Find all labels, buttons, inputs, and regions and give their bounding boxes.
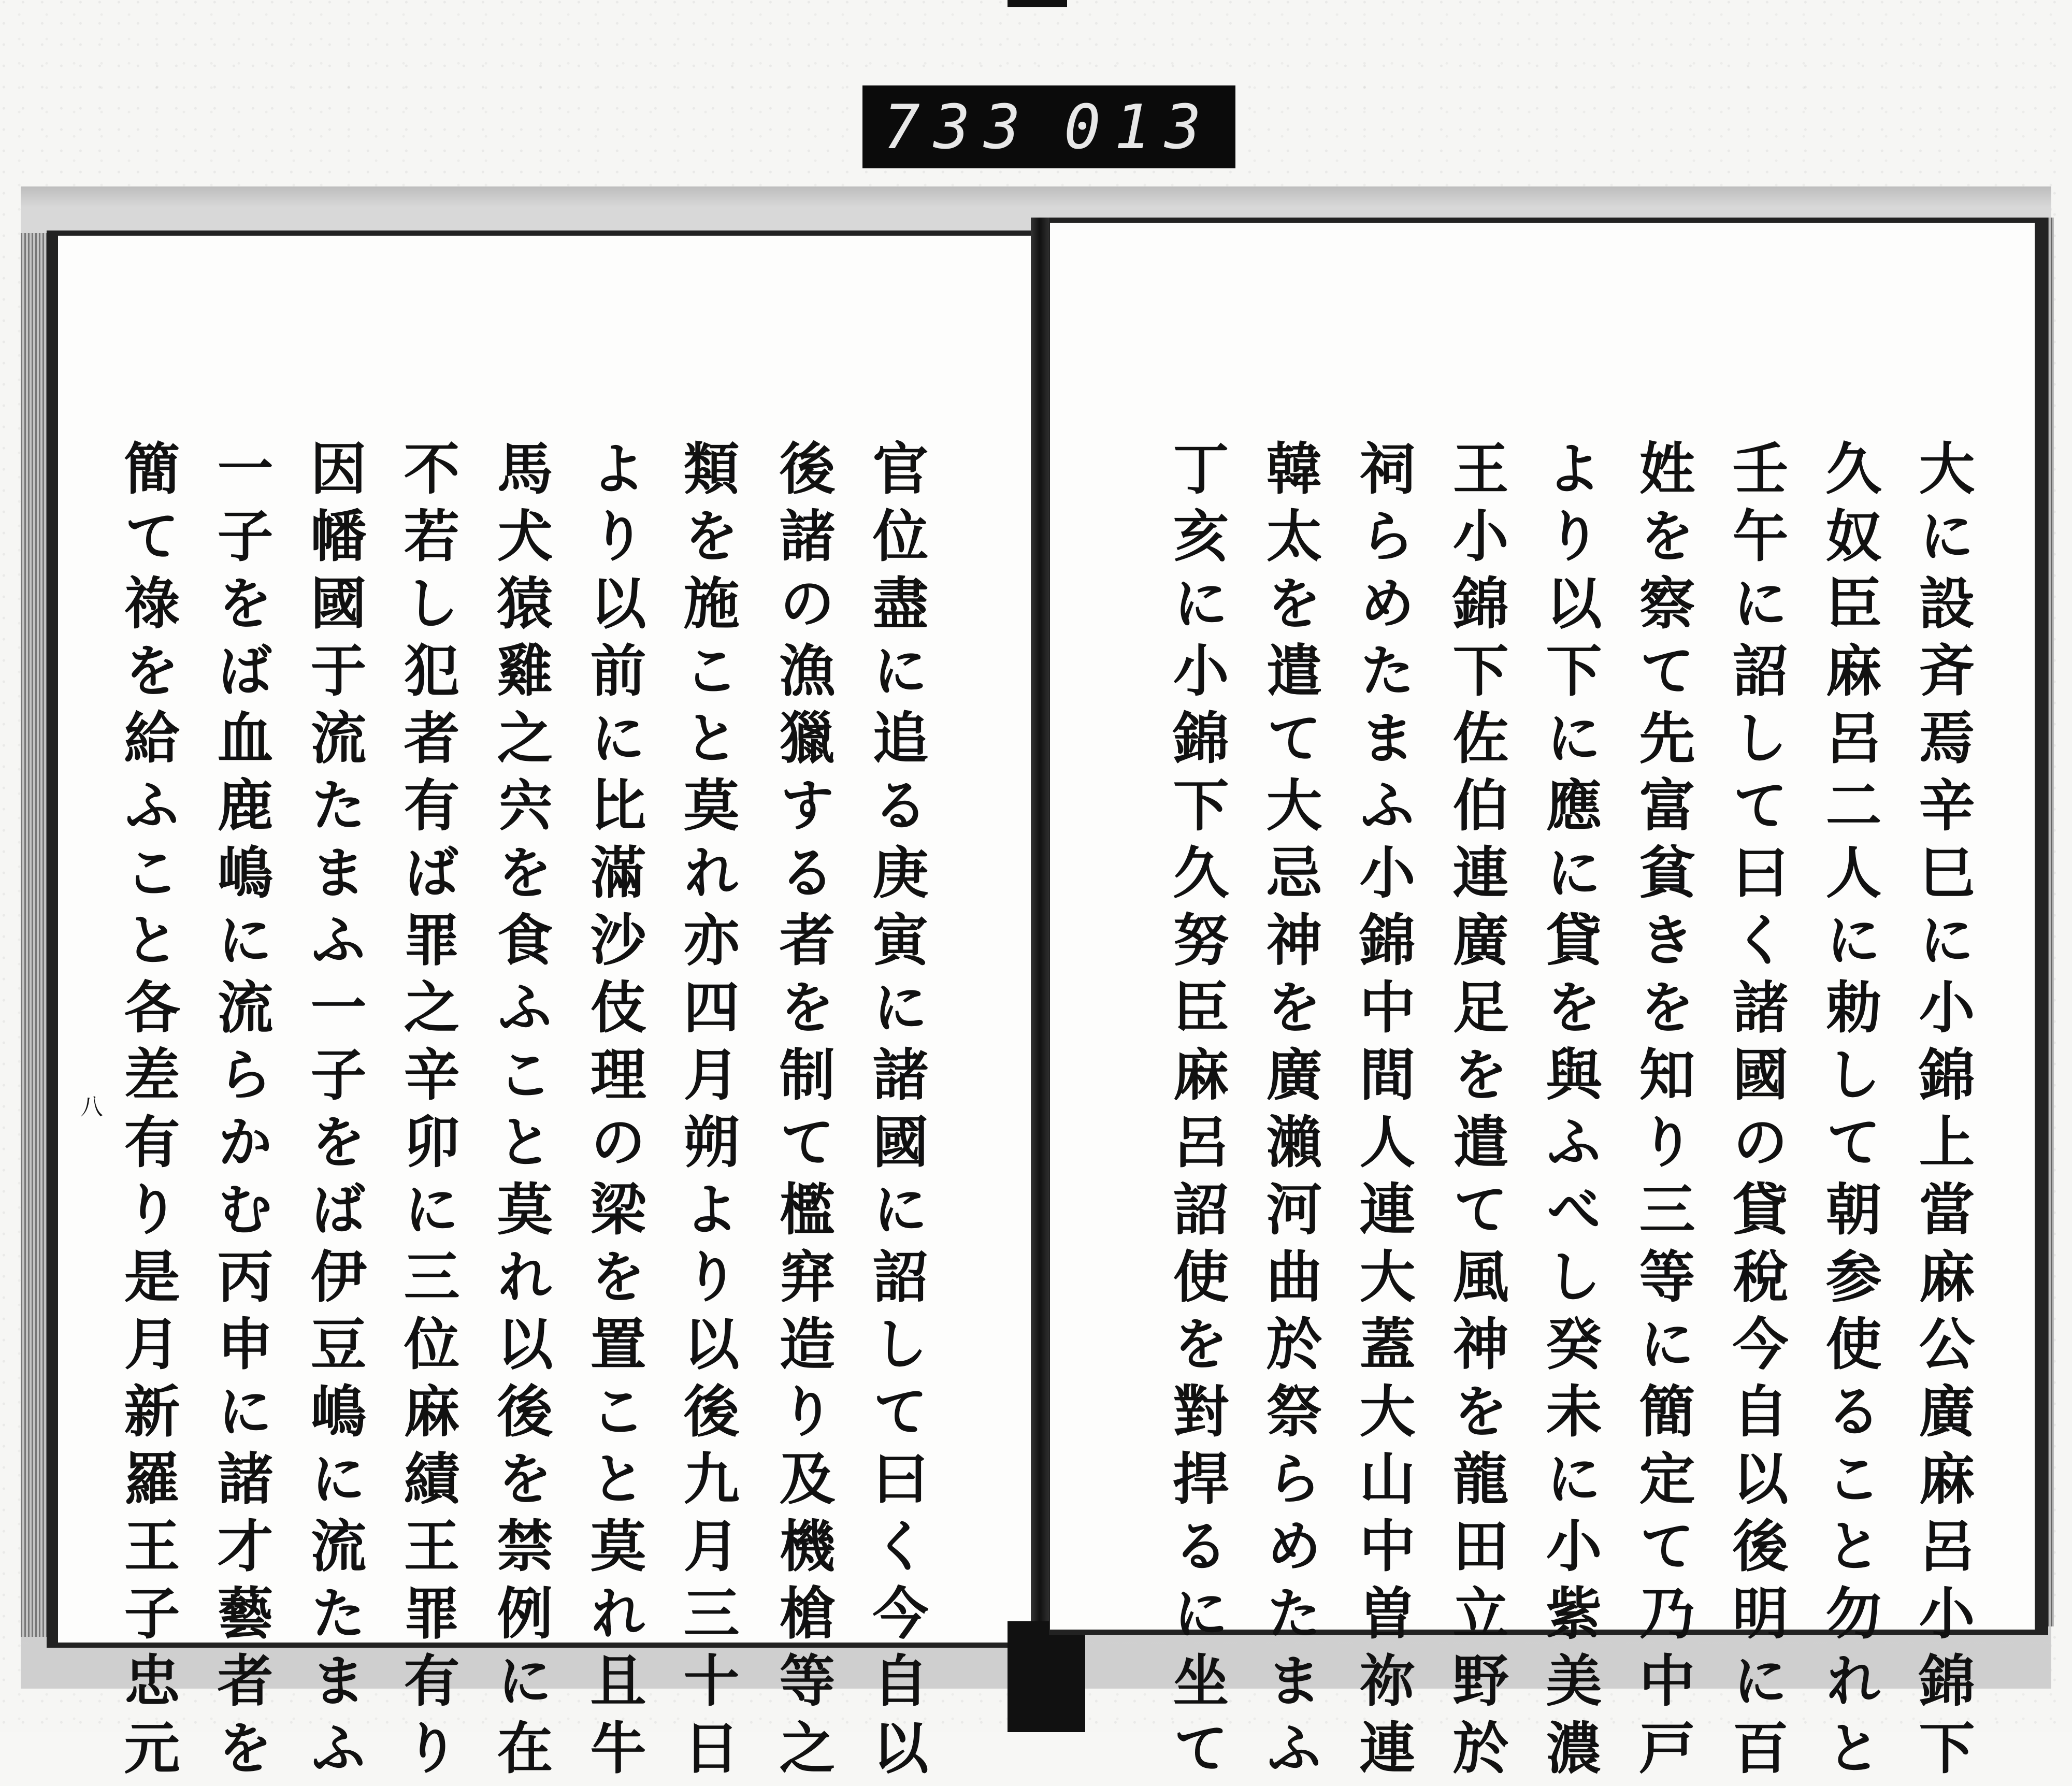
right-col-9: 丁亥に小錦下久努臣麻呂詔使を對捍るに坐て — [1163, 439, 1229, 1786]
left-col-6: 不若し犯者有ば罪之辛卯に三位麻績王罪有り — [394, 439, 459, 1786]
left-col-8: 一子をば血鹿嶋に流らかむ丙申に諸才藝者を — [208, 439, 273, 1786]
film-label-reel: 733 — [883, 91, 1034, 163]
gutter-shadow — [1008, 1621, 1085, 1732]
left-col-7: 因幡國于流たまふ一子をば伊豆嶋に流たまふ — [301, 439, 366, 1786]
right-col-2: 久奴臣麻呂二人に勅して朝参使ること勿れと — [1816, 439, 1881, 1786]
left-page — [47, 231, 1044, 1786]
left-col-2: 後諸の漁獵する者を制て檻穽造り及機槍等之 — [770, 439, 835, 1786]
right-col-4: 姓を察て先富貧きを知り三等に簡定て乃中戸 — [1630, 439, 1695, 1786]
right-col-7: 祠らめたまふ小錦中間人連大蓋大山中曽祢連 — [1350, 439, 1415, 1786]
book-gutter — [1031, 218, 1051, 1639]
left-col-3: 類を施こと莫れ亦四月朔より以後九月三十日 — [674, 439, 739, 1786]
right-col-3: 壬午に詔して曰く諸國の貸稅今自以後明に百 — [1723, 439, 1788, 1786]
left-col-5: 馬犬猿雞之宍を食ふこと莫れ以後を禁例に在 — [487, 439, 553, 1786]
right-col-5: より以下に應に貸を與ふべし癸未に小紫美濃 — [1536, 439, 1602, 1786]
film-label — [862, 85, 1235, 168]
right-col-1: 大に設斉焉辛巳に小錦上當麻公廣麻呂小錦下 — [1909, 439, 1975, 1786]
right-col-6: 王小錦下佐伯連廣足を遣て風神を龍田立野於 — [1443, 439, 1508, 1786]
left-col-9: 簡て祿を給ふこと各差有り是月新羅王子忠元 — [114, 439, 180, 1786]
page-number: 八 — [76, 1094, 103, 1117]
left-col-4: より以前に比滿沙伎理の梁を置こと莫れ且牛 — [581, 439, 646, 1786]
left-page-edge — [21, 233, 49, 1637]
right-page — [1049, 218, 2048, 1786]
left-col-1: 官位盡に追る庚寅に諸國に詔して曰く今自以 — [863, 439, 928, 1786]
top-marker — [1008, 0, 1067, 7]
right-col-8: 韓太を遣て大忌神を廣瀨河曲於祭らめたまふ — [1257, 439, 1322, 1786]
film-label-frame: 013 — [1063, 91, 1215, 163]
